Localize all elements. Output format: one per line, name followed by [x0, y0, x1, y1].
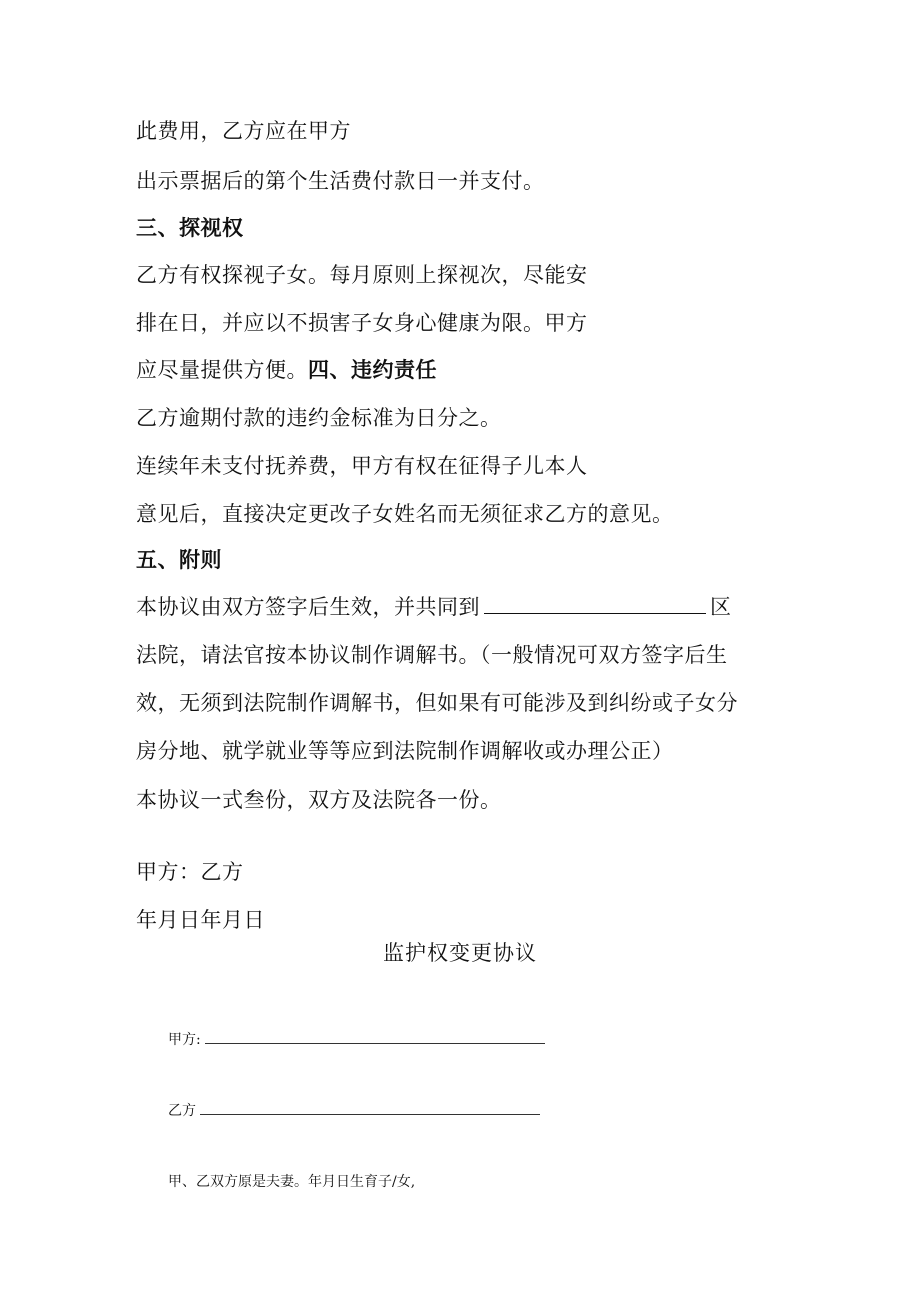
body-line: 效，无须到法院制作调解书，但如果有可能涉及到纠纷或子女分 — [136, 691, 738, 715]
body-line: 法院，请法官按本协议制作调解书。（一般情况可双方签字后生 — [136, 643, 728, 667]
body-line — [136, 593, 732, 621]
body-line: 乙方逾期付款的违约金标准为日分之。 — [136, 406, 502, 430]
party-a-line — [168, 1030, 545, 1050]
party-a-label: 甲方: — [168, 1032, 201, 1048]
document-title: 监护权变更协议 — [383, 941, 537, 965]
signature-parties: 甲方：乙方 — [136, 860, 244, 884]
party-b-label: 乙方 — [168, 1103, 196, 1119]
intro-line: 甲、乙双方原是夫妻。年月日生育子/女, — [168, 1174, 416, 1190]
section-heading-breach: 四、违约责任 — [308, 358, 437, 382]
party-b-line — [168, 1101, 540, 1121]
body-line: 乙方有权探视子女。每月原则上探视次，尽能安 — [136, 263, 588, 287]
body-line: 此费用，乙方应在甲方 — [136, 119, 351, 143]
court-blank-field — [484, 593, 706, 614]
body-line: 房分地、就学就业等等应到法院制作调解收或办理公正） — [136, 739, 674, 763]
signature-dates: 年月日年月日 — [136, 908, 265, 932]
body-line: 连续年未支付抚养费，甲方有权在征得子儿本人 — [136, 454, 588, 478]
body-line: 出示票据后的第个生活费付款日一并支付。 — [136, 169, 545, 193]
body-line: 排在日，并应以不损害子女身心健康为限。甲方 — [136, 311, 588, 335]
body-text: 应尽量提供方便。 — [136, 358, 308, 382]
party-b-blank-field — [200, 1102, 540, 1115]
section-heading-visitation: 三、探视权 — [136, 216, 244, 240]
body-line: 意见后，直接决定更改子女姓名而无须征求乙方的意见。 — [136, 502, 674, 526]
section-heading-supplementary: 五、附则 — [136, 548, 222, 572]
body-line: 本协议一式叁份，双方及法院各一份。 — [136, 788, 502, 812]
body-text: 本协议由双方签字后生效，并共同到 — [136, 595, 480, 619]
party-a-blank-field — [205, 1031, 545, 1044]
body-text: 区 — [710, 595, 732, 619]
body-line — [136, 356, 437, 384]
